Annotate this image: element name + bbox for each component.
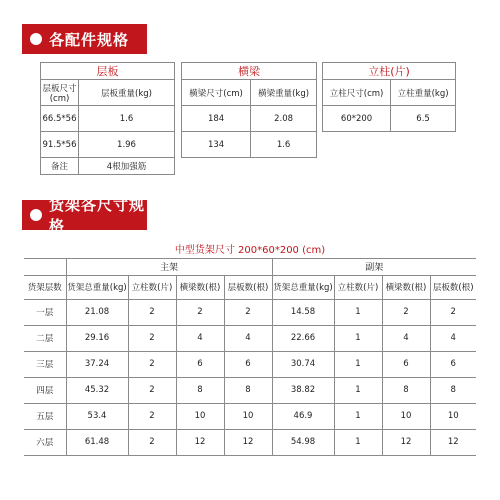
table-cell: 2 <box>128 299 176 325</box>
rack-table-title: 中型货架尺寸 200*60*200 (cm) <box>24 239 476 258</box>
table-cell: 53.4 <box>66 403 128 429</box>
table-header: 横梁尺寸(cm) <box>182 80 251 106</box>
table-cell: 12 <box>430 429 476 455</box>
table-header: 立柱重量(kg) <box>391 80 456 106</box>
table-cell: 6 <box>224 351 272 377</box>
table-cell: 2 <box>224 299 272 325</box>
table-cell: 10 <box>430 403 476 429</box>
table-cell: 1.96 <box>79 132 175 158</box>
table-cell: 1 <box>334 429 382 455</box>
table-cell: 2 <box>128 403 176 429</box>
level-label: 一层 <box>24 299 66 325</box>
column-header: 货架总重量(kg) <box>66 275 128 299</box>
table-cell: 2 <box>128 351 176 377</box>
table-cell: 4 <box>176 325 224 351</box>
shelf-spec-table <box>40 62 175 175</box>
group-spacer <box>24 258 66 275</box>
table-cell: 1 <box>334 351 382 377</box>
table-cell: 29.16 <box>66 325 128 351</box>
level-label: 五层 <box>24 403 66 429</box>
table-cell: 1 <box>334 299 382 325</box>
column-header: 货架总重量(kg) <box>272 275 334 299</box>
table-cell: 66.5*56 <box>41 106 79 132</box>
table-cell: 2.08 <box>251 106 317 132</box>
table-cell: 10 <box>176 403 224 429</box>
table-cell: 184 <box>182 106 251 132</box>
column-title: 立柱(片) <box>323 63 456 80</box>
main-rack-label: 主架 <box>66 258 272 275</box>
table-header: 横梁重量(kg) <box>251 80 317 106</box>
section-title-accessories <box>22 24 147 54</box>
table-cell: 1 <box>334 403 382 429</box>
table-cell: 1.6 <box>251 132 317 158</box>
column-header: 横梁数(根) <box>176 275 224 299</box>
table-cell: 21.08 <box>66 299 128 325</box>
section-title-text: 各配件规格 <box>49 30 130 49</box>
table-cell: 2 <box>430 299 476 325</box>
section-title-rack-sizes <box>22 196 147 235</box>
column-header: 横梁数(根) <box>382 275 430 299</box>
table-cell: 12 <box>224 429 272 455</box>
table-cell: 2 <box>128 429 176 455</box>
table-row <box>24 429 476 455</box>
level-label: 六层 <box>24 429 66 455</box>
table-cell: 6 <box>176 351 224 377</box>
table-cell: 6.5 <box>391 106 456 132</box>
table-cell: 8 <box>224 377 272 403</box>
section-title-text: 货架各尺寸规格 <box>49 196 146 235</box>
table-header: 立柱尺寸(cm) <box>323 80 391 106</box>
table-row <box>24 403 476 429</box>
column-header: 立柱数(片) <box>128 275 176 299</box>
table-cell: 134 <box>182 132 251 158</box>
table-cell: 4 <box>224 325 272 351</box>
rack-body <box>24 299 476 455</box>
column-header: 层板数(根) <box>224 275 272 299</box>
table-cell: 2 <box>176 299 224 325</box>
table-cell: 10 <box>382 403 430 429</box>
table-cell: 61.48 <box>66 429 128 455</box>
table-cell: 4 <box>382 325 430 351</box>
table-cell: 38.82 <box>272 377 334 403</box>
beam-title: 横梁 <box>182 63 317 80</box>
table-cell: 8 <box>176 377 224 403</box>
note-value: 4根加强筋 <box>79 158 175 175</box>
column-header: 货架层数 <box>24 275 66 299</box>
table-cell: 6 <box>430 351 476 377</box>
table-cell: 46.9 <box>272 403 334 429</box>
note-label: 备注 <box>41 158 79 175</box>
table-cell: 12 <box>382 429 430 455</box>
table-cell: 12 <box>176 429 224 455</box>
table-cell: 30.74 <box>272 351 334 377</box>
table-row <box>24 377 476 403</box>
table-cell: 4 <box>430 325 476 351</box>
bullet-dot-icon <box>30 33 42 45</box>
table-cell: 45.32 <box>66 377 128 403</box>
table-cell: 1 <box>334 377 382 403</box>
column-header: 层板数(根) <box>430 275 476 299</box>
sub-rack-label: 副架 <box>272 258 476 275</box>
table-cell: 54.98 <box>272 429 334 455</box>
column-spec-table <box>322 62 456 132</box>
table-cell: 8 <box>430 377 476 403</box>
level-label: 三层 <box>24 351 66 377</box>
table-cell: 22.66 <box>272 325 334 351</box>
table-header: 层板重量(kg) <box>79 80 175 106</box>
table-cell: 2 <box>128 377 176 403</box>
level-label: 二层 <box>24 325 66 351</box>
table-cell: 8 <box>382 377 430 403</box>
table-cell: 37.24 <box>66 351 128 377</box>
table-cell: 2 <box>128 325 176 351</box>
table-cell: 91.5*56 <box>41 132 79 158</box>
table-row <box>24 351 476 377</box>
table-cell: 1.6 <box>79 106 175 132</box>
table-cell: 6 <box>382 351 430 377</box>
table-row <box>24 299 476 325</box>
table-cell: 14.58 <box>272 299 334 325</box>
table-row <box>24 325 476 351</box>
bullet-dot-icon <box>30 209 42 221</box>
beam-spec-table <box>181 62 317 158</box>
level-label: 四层 <box>24 377 66 403</box>
table-header: 层板尺寸(cm) <box>41 80 79 106</box>
table-cell: 10 <box>224 403 272 429</box>
table-cell: 2 <box>382 299 430 325</box>
table-cell: 60*200 <box>323 106 391 132</box>
shelf-title: 层板 <box>41 63 175 80</box>
rack-header-row <box>24 275 476 299</box>
table-cell: 1 <box>334 325 382 351</box>
rack-spec-table <box>24 239 476 456</box>
column-header: 立柱数(片) <box>334 275 382 299</box>
